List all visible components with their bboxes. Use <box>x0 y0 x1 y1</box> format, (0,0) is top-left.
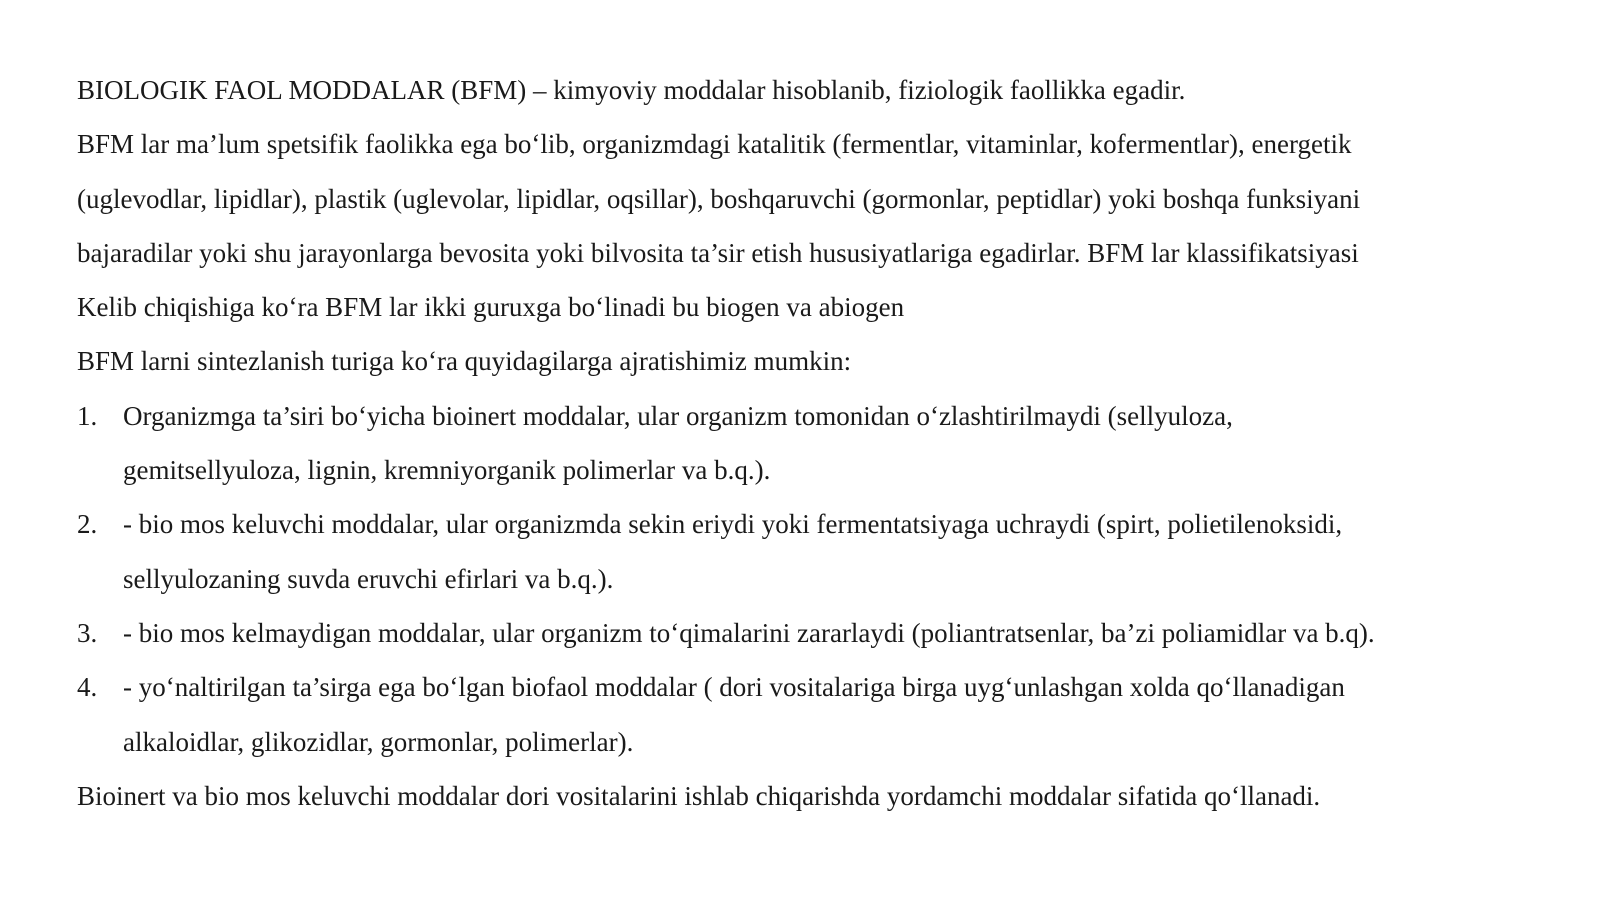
list-item-text-continued: alkaloidlar, glikozidlar, gormonlar, polimerlar). <box>123 726 634 757</box>
list-item-text: - bio mos keluvchi moddalar, ular organizmda sekin eriydi yoki fermentatsiyaga uchraydi (spirt, polietilenoksidi, <box>123 509 1343 540</box>
list-item <box>77 389 1537 498</box>
intro-line-3: (uglevodlar, lipidlar), plastik (uglevolar, lipidlar, oqsillar), boshqaruvchi (gormonlar, peptidlar) yoki boshqa funksiyani <box>77 183 1361 214</box>
list-item <box>77 497 1537 606</box>
intro-line-6: BFM larni sintezlanish turiga ko‘ra quyidagilarga ajratishimiz mumkin: <box>77 346 852 377</box>
list-item-number: 1. <box>77 400 98 431</box>
list-item-number: 2. <box>77 509 98 540</box>
list-item <box>77 606 1537 660</box>
intro-line-4: bajaradilar yoki shu jarayonlarga bevosita yoki bilvosita ta’sir etish hususiyatlariga egadirlar. BFM lar klassifikatsiyasi <box>77 237 1359 268</box>
list-item-text: - bio mos kelmaydigan moddalar, ular organizm to‘qimalarini zararlaydi (poliantratsenlar, ba’zi poliamidlar va b.q). <box>123 617 1375 648</box>
intro-line-2: BFM lar ma’lum spetsifik faolikka ega bo‘lib, organizmdagi katalitik (fermentlar, vitaminlar, kofermentlar), energetik <box>77 129 1352 160</box>
list-item-text: - yo‘naltirilgan ta’sirga ega bo‘lgan biofaol moddalar ( dori vositalariga birga uyg‘unlashgan xolda qo‘llanadigan <box>123 672 1345 703</box>
closing-line: Bioinert va bio mos keluvchi moddalar dori vositalarini ishlab chiqarishda yordamchi moddalar sifatida qo‘llanadi. <box>77 780 1321 811</box>
list-item-text-continued: gemitsellyuloza, lignin, kremniyorganik polimerlar va b.q.). <box>123 455 771 486</box>
list-item-number: 4. <box>77 672 98 703</box>
intro-line-1: BIOLOGIK FAOL MODDALAR (BFM) – kimyoviy moddalar hisoblanib, fiziologik faollikka egadir. <box>77 75 1186 105</box>
slide-text-body <box>77 63 1537 823</box>
intro-line-5: Kelib chiqishiga ko‘ra BFM lar ikki guruxga bo‘linadi bu biogen va abiogen <box>77 292 905 323</box>
classification-list <box>77 389 1537 769</box>
list-item-text-continued: sellyulozaning suvda eruvchi efirlari va b.q.). <box>123 563 614 594</box>
list-item-number: 3. <box>77 617 98 648</box>
list-item <box>77 660 1537 769</box>
list-item-text: Organizmga ta’siri bo‘yicha bioinert moddalar, ular organizm tomonidan o‘zlashtirilmaydi (sellyuloza, <box>123 400 1233 431</box>
